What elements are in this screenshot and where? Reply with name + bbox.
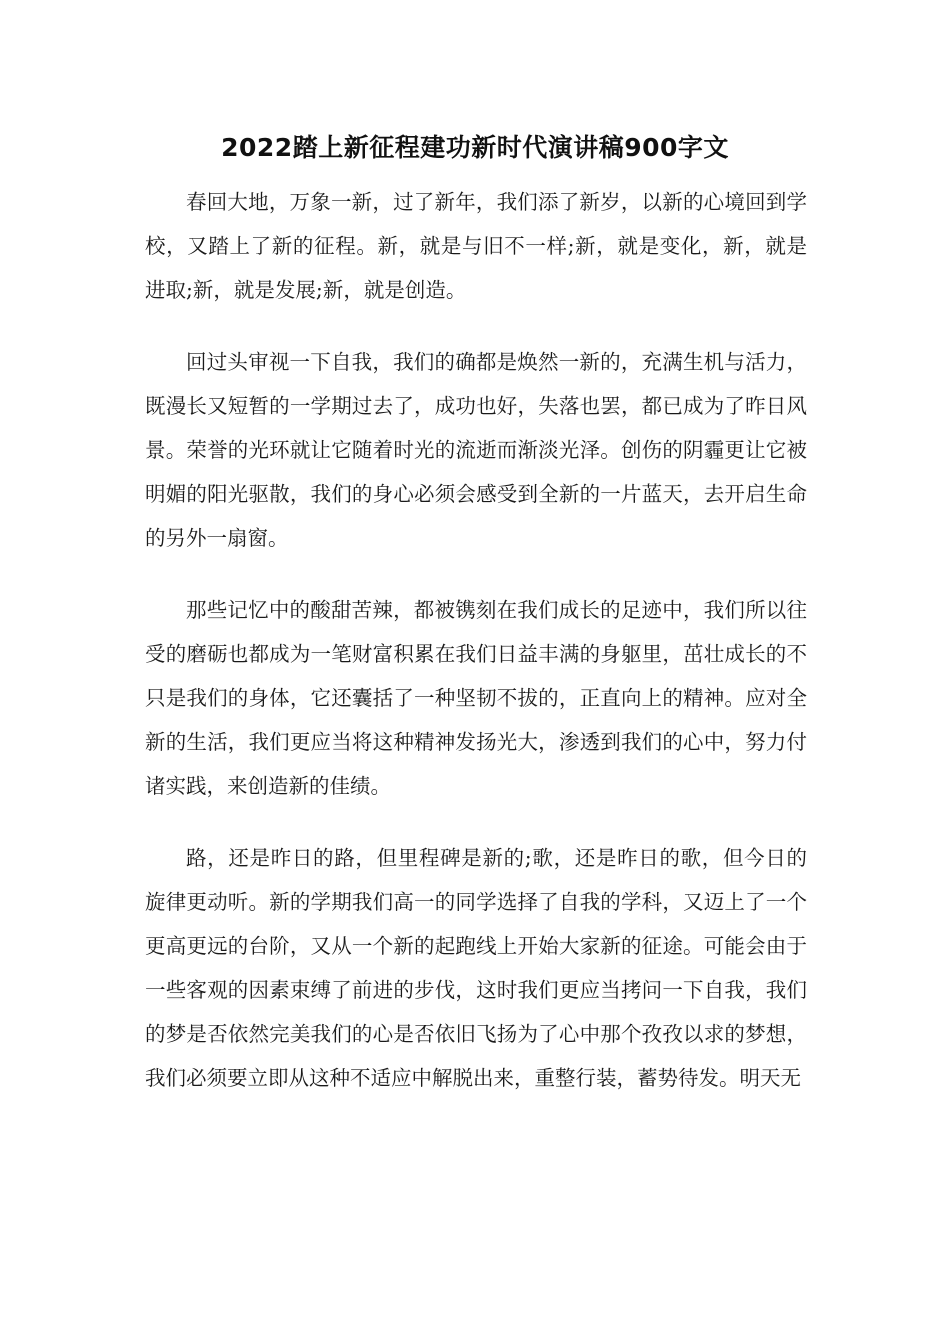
- document-title: 2022踏上新征程建功新时代演讲稿900字文: [221, 133, 729, 162]
- document-body: [145, 180, 807, 1128]
- paragraph-4: 路，还是昨日的路，但里程碑是新的;歌，还是昨日的歌，但今日的旋律更动听。新的学期我们高一的同学选择了自我的学科，又迈上了一个更高更远的台阶，又从一个新的起跑线上开始大家新的征途。可能会由于一些客观的因素束缚了前进的步伐，这时我们更应当拷问一下自我，我们的梦是否依然完美我们的心是否依旧飞扬为了心中那个孜孜以求的梦想，我们必须要立即从这种不适应中解脱出来，重整行装，蓄势待发。明天无: [145, 846, 807, 1090]
- paragraph-2: 回过头审视一下自我，我们的确都是焕然一新的，充满生机与活力，既漫长又短暂的一学期过去了，成功也好，失落也罢，都已成为了昨日风景。荣誉的光环就让它随着时光的流逝而渐淡光泽。创伤的阴霾更让它被明媚的阳光驱散，我们的身心必须会感受到全新的一片蓝天，去开启生命的另外一扇窗。: [145, 350, 807, 550]
- paragraph-3: 那些记忆中的酸甜苦辣，都被镌刻在我们成长的足迹中，我们所以往受的磨砺也都成为一笔财富积累在我们日益丰满的身躯里，茁壮成长的不只是我们的身体，它还囊括了一种坚韧不拔的，正直向上的精神。应对全新的生活，我们更应当将这种精神发扬光大，渗透到我们的心中，努力付诸实践，来创造新的佳绩。: [145, 598, 807, 798]
- paragraph-1: 春回大地，万象一新，过了新年，我们添了新岁，以新的心境回到学校，又踏上了新的征程。新，就是与旧不一样;新，就是变化，新，就是进取;新，就是发展;新，就是创造。: [145, 190, 807, 302]
